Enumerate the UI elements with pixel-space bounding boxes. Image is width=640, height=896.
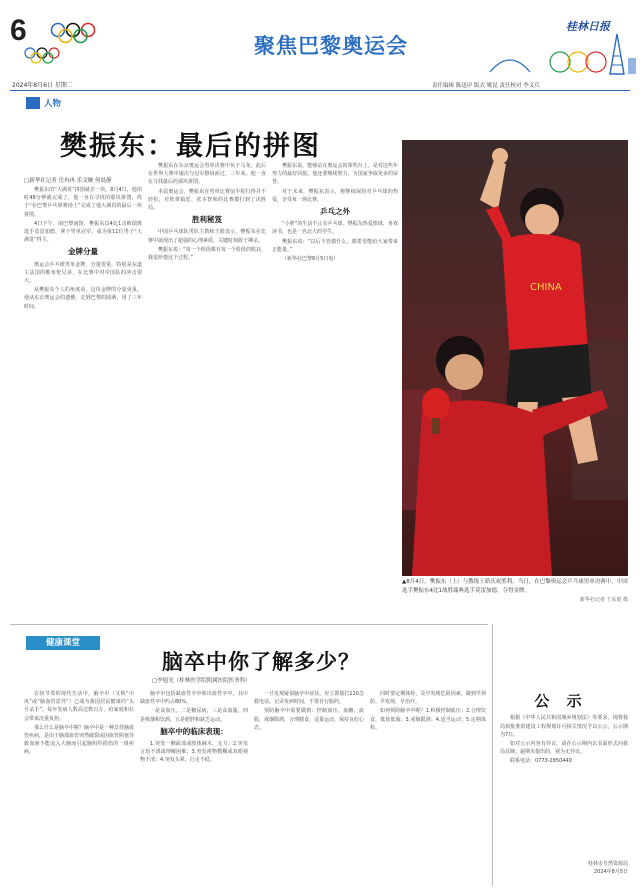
article-column-3 (272, 162, 398, 616)
header-divider (10, 90, 630, 91)
paragraph: 一是高血压，二是糖尿病，三是高血脂，四是吸烟和饮酒，五是肥胖和缺乏运动。 (140, 708, 248, 723)
paragraph: 本届奥运会，樊振东在男单比赛前半程打得并不轻松，对阵黄镇廷、张本智和的比赛都打到了决胜局。 (148, 188, 266, 212)
photo-caption (402, 578, 628, 605)
dateline: （新华社巴黎8月5日电） (282, 256, 339, 263)
section-tag: 人物 (44, 99, 62, 109)
paragraph: 对于未来，樊振东表示，将继续保持对乒乓球的热爱，享受每一场比赛。 (272, 188, 398, 203)
article2-column-1 (24, 690, 134, 886)
article2-column-2 (140, 690, 248, 886)
notice-date: 2024年8月5日 (593, 869, 628, 875)
editor-credits: 责任编辑 陈迅岸 版式 姚昆 责任校对 李义兵 (432, 83, 540, 89)
paragraph: 4日下午，南巴黎南馆，樊振东以4比1击败瑞典选手莫雷加德，拿下男单冠军，成为第11位男子“大满贯”得主。 (24, 220, 142, 244)
article-column-2 (148, 162, 266, 616)
article2-headline: 脑卒中你了解多少？ (162, 650, 360, 674)
paragraph: 樊振东说，能够站在奥运会的领奖台上，是对这些年努力的最好回报。他还要继续努力，为国家争取更多的荣誉。 (272, 163, 398, 186)
paris-skyline-art (470, 28, 640, 76)
article-headline: 樊振东：最后的拼图 (60, 131, 321, 162)
subheading: 脑卒中的临床表现： (160, 726, 228, 736)
photo-credit: 新华社记者 王东震 摄 (579, 597, 628, 603)
paragraph: 根据《中华人民共和国城乡规划法》等要求，现将我局拟批准的建设工程规划许可相关情况予以公示，公示期为7日。 (500, 715, 628, 739)
paragraph: 樊振东说：“每一个阶段都有每一个阶段的收获，我很珍惜这个过程。” (148, 246, 266, 262)
paragraph: 樊振东在东京奥运会男单决赛中负于马龙，此后在世界大赛中屡次与冠军擦肩而过。三年来，他一直在寻找最后的那块拼图。 (148, 163, 266, 186)
paragraph: 樊振东说：“以后不管做什么，都希望能给大家带来正能量。” (272, 238, 398, 253)
article-column-1 (24, 186, 142, 616)
subheading: 乒乓之外 (320, 207, 350, 217)
section-divider (10, 624, 488, 625)
article2-column-4 (370, 690, 486, 886)
column-tag: 健康课堂 (26, 636, 100, 650)
contact-phone: 联系电话：0773-2850440 (510, 757, 572, 764)
olympic-rings-icon (48, 22, 122, 44)
caption-text: ▲8月4日，樊振东（上）与教练王皓庆祝胜利。当日，在巴黎奥运会乒乓球男单决赛中，中国选手樊振东4比1战胜瑞典选手莫雷加德，夺得金牌。 (402, 579, 628, 594)
paragraph: 中国乒乓球队男队主教练王皓表示，樊振东在比赛中展现出了超强的心理素质，关键时刻敢于搏杀。 (148, 229, 266, 244)
article2-column-3 (254, 690, 364, 886)
notice-divider (492, 624, 493, 886)
notice-title: 公 示 (534, 692, 588, 710)
paragraph: 如对公示内容有异议，请在公示期内以书面形式向我局反映。逾期未提出的，视为无异议。 (500, 740, 628, 756)
paragraph: 从樊振东个人的角度看，这块金牌的分量更重。他从东京奥运会的遗憾，走到巴黎的圆满，用了三年时间。 (24, 287, 142, 310)
olympic-rings-small-icon (22, 46, 82, 64)
paragraph: 奥运会乒乓球男单金牌，分量很重。特别是东道主法国的勒布伦兄弟，在比赛中对中国队的冲击很大。 (24, 261, 142, 285)
subheading: 胜利秘笈 (192, 215, 222, 225)
article2-byline: □李旭光（桂林医学院附属医院医务科） (152, 678, 251, 684)
section-tag-marker (26, 97, 40, 109)
celebration-photo (402, 140, 628, 576)
paragraph: 同时要定期体检，及早发现危险因素，做到早预防、早发现、早治疗。 (370, 691, 486, 706)
svg-text:CHINA: CHINA (530, 282, 562, 293)
paragraph: 在快节奏的现代生活中，脑卒中（又称“中风”或“脑血管意外”）已成为我国居民健康的“头号杀手”，每年发病人数高达数百万，给家庭和社会带来沉重负担。 (24, 691, 134, 722)
page-number: 6 (10, 14, 27, 47)
paragraph: 樊振东的“大满贯”拼图就差一块。8月4日，他用时48分钟就完成了，他一直在寻找的那块拼图，终于“在巴黎乒乓球赛场上”完成了他大满贯的最后一块拼图。 (24, 187, 142, 218)
section-title: 聚焦巴黎奥运会 (254, 34, 408, 58)
notice-signature (500, 860, 628, 876)
paragraph: 1.突发一侧面部或肢体麻木、无力；2.突发言语不清或理解困难；3.突发视物模糊或双眼视物不清；4.突发头晕、行走不稳。 (140, 741, 248, 764)
article-byline: □新华社记者 岳冉冉 乐文婉 何晨静 (24, 178, 112, 184)
notice-org: 桂林市自然资源局 (587, 861, 628, 867)
paragraph: 那么什么是脑卒中呢？脑卒中是一种急性脑血管疾病，是由于脑部血管突然破裂或因血管阻塞导致血液不能流入大脑而引起脑组织损伤的一组疾病。 (24, 724, 134, 756)
issue-date: 2024年8月6日 星期二 (12, 82, 73, 89)
page-header (0, 0, 640, 80)
brand-logo: 桂林日报 (566, 20, 610, 33)
subheading: 金牌分量 (68, 247, 98, 257)
notice-body (500, 714, 628, 766)
paragraph: “小胖”的生活不止有乒乓球。樊振东热爱篮球，喜欢读书，也是一名北大的学生。 (272, 221, 398, 236)
paragraph: 预防脑卒中需要做到：控制血压、血糖、血脂，戒烟限酒，合理膳食，适量运动，保持良好心态。 (254, 708, 364, 731)
paragraph: 脑卒中包括缺血性卒中和出血性卒中，其中缺血性卒中约占80%。 (140, 691, 248, 706)
paragraph: 一旦发现疑似脑卒中症状，应立即拨打120急救电话，记录发病时间，不要自行服药。 (254, 691, 364, 706)
paragraph: 如何预防脑卒中呢？1.积极控制血压；2.合理饮食，低盐低脂；3.戒烟限酒；4.适当运动；5.定期体检。 (370, 708, 486, 731)
